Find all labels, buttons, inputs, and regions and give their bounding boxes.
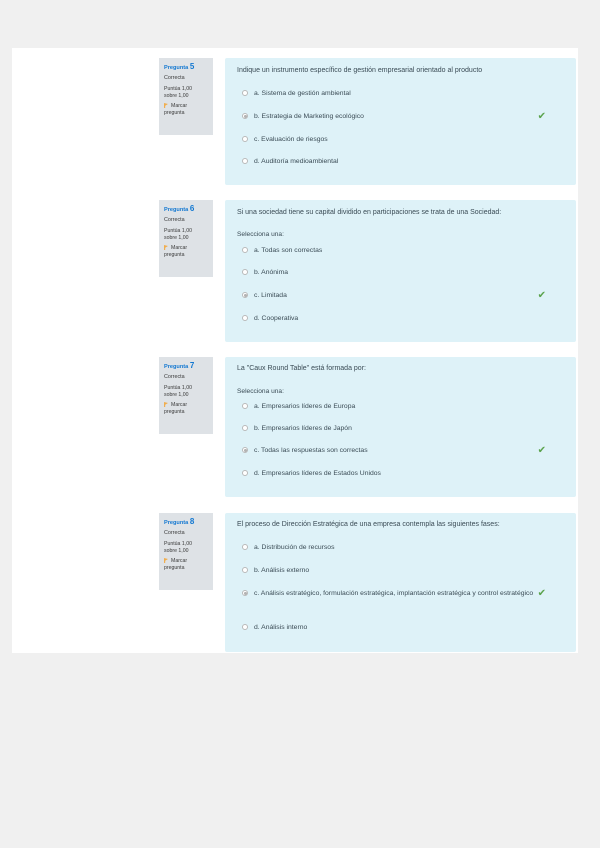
question-number: 5 bbox=[189, 62, 195, 71]
answer-text: d. Análisis interno bbox=[254, 624, 308, 631]
flag-label: Marcar pregunta bbox=[164, 558, 188, 571]
question-state: Correcta bbox=[164, 217, 185, 223]
question-content bbox=[225, 200, 576, 342]
grade-line-2: sobre 1,00 bbox=[164, 234, 189, 241]
flag-label: Marcar pregunta bbox=[164, 402, 188, 415]
question-label: Pregunta bbox=[164, 65, 189, 71]
question-info bbox=[159, 513, 213, 590]
correct-check-icon: ✔ bbox=[537, 290, 546, 301]
grade-line-1: Puntúa 1,00 bbox=[164, 228, 192, 234]
answer-text: d. Empresarios líderes de Estados Unidos bbox=[254, 470, 381, 477]
question-number: 8 bbox=[189, 517, 195, 526]
answer-text: d. Auditoría medioambiental bbox=[254, 158, 339, 165]
question-state: Correcta bbox=[164, 75, 185, 81]
grade-line-1: Puntúa 1,00 bbox=[164, 385, 192, 391]
radio-button[interactable] bbox=[242, 90, 248, 96]
flag-icon bbox=[164, 103, 168, 108]
answer-text: b. Estrategia de Marketing ecológico bbox=[254, 113, 364, 120]
question-grade bbox=[164, 86, 209, 99]
radio-button[interactable] bbox=[242, 247, 248, 253]
radio-button[interactable] bbox=[242, 470, 248, 476]
question-title bbox=[164, 63, 209, 72]
quiz-review-page bbox=[12, 48, 578, 653]
question-info bbox=[159, 357, 213, 434]
grade-line-2: sobre 1,00 bbox=[164, 92, 189, 99]
correct-check-icon: ✔ bbox=[537, 588, 546, 599]
radio-button[interactable] bbox=[242, 269, 248, 275]
answer-prompt: Selecciona una: bbox=[237, 231, 284, 238]
flag-label: Marcar pregunta bbox=[164, 103, 188, 116]
radio-button-selected[interactable] bbox=[242, 292, 248, 298]
flag-icon bbox=[164, 245, 168, 250]
question-grade bbox=[164, 541, 209, 554]
question-label: Pregunta bbox=[164, 520, 189, 526]
radio-button-selected[interactable] bbox=[242, 447, 248, 453]
flag-icon bbox=[164, 558, 168, 563]
grade-line-2: sobre 1,00 bbox=[164, 391, 189, 398]
answer-text: c. Evaluación de riesgos bbox=[254, 136, 328, 143]
radio-button-selected[interactable] bbox=[242, 590, 248, 596]
flag-label: Marcar pregunta bbox=[164, 245, 188, 258]
answer-text: a. Sistema de gestión ambiental bbox=[254, 90, 351, 97]
radio-button[interactable] bbox=[242, 544, 248, 550]
radio-button[interactable] bbox=[242, 136, 248, 142]
flag-icon bbox=[164, 402, 168, 407]
question-title bbox=[164, 518, 209, 527]
question-title bbox=[164, 362, 209, 371]
radio-button[interactable] bbox=[242, 425, 248, 431]
answer-text: a. Todas son correctas bbox=[254, 247, 323, 254]
radio-button[interactable] bbox=[242, 403, 248, 409]
answer-text: a. Empresarios líderes de Europa bbox=[254, 403, 356, 410]
radio-button-selected[interactable] bbox=[242, 113, 248, 119]
question-number: 7 bbox=[189, 361, 195, 370]
question-title bbox=[164, 205, 209, 214]
radio-button[interactable] bbox=[242, 567, 248, 573]
answer-text: d. Cooperativa bbox=[254, 315, 299, 322]
answer-text: b. Empresarios líderes de Japón bbox=[254, 425, 352, 432]
question-info bbox=[159, 58, 213, 135]
correct-check-icon: ✔ bbox=[537, 111, 546, 122]
radio-button[interactable] bbox=[242, 624, 248, 630]
flag-question-button[interactable] bbox=[164, 245, 209, 258]
grade-line-1: Puntúa 1,00 bbox=[164, 541, 192, 547]
flag-question-button[interactable] bbox=[164, 103, 209, 116]
flag-question-button[interactable] bbox=[164, 402, 209, 415]
question-state: Correcta bbox=[164, 530, 185, 536]
radio-button[interactable] bbox=[242, 315, 248, 321]
answer-text: c. Limitada bbox=[254, 292, 287, 299]
answer-text: c. Todas las respuestas son correctas bbox=[254, 447, 368, 454]
question-grade bbox=[164, 228, 209, 241]
question-info bbox=[159, 200, 213, 277]
answer-text: a. Distribución de recursos bbox=[254, 544, 335, 551]
question-label: Pregunta bbox=[164, 364, 189, 370]
question-text: El proceso de Dirección Estratégica de una empresa contempla las siguientes fases: bbox=[237, 521, 500, 528]
grade-line-2: sobre 1,00 bbox=[164, 547, 189, 554]
question-text: La "Caux Round Table" está formada por: bbox=[237, 365, 366, 372]
question-content bbox=[225, 513, 576, 652]
question-text: Indique un instrumento específico de gestión empresarial orientado al producto bbox=[237, 67, 483, 74]
question-content bbox=[225, 357, 576, 497]
radio-button[interactable] bbox=[242, 158, 248, 164]
answer-prompt: Selecciona una: bbox=[237, 388, 284, 395]
answer-text: b. Análisis externo bbox=[254, 567, 310, 574]
flag-question-button[interactable] bbox=[164, 558, 209, 571]
question-label: Pregunta bbox=[164, 207, 189, 213]
question-grade bbox=[164, 385, 209, 398]
question-state: Correcta bbox=[164, 374, 185, 380]
answer-text: c. Análisis estratégico, formulación estratégica, implantación estratégica y control estratégico bbox=[254, 590, 534, 597]
grade-line-1: Puntúa 1,00 bbox=[164, 86, 192, 92]
correct-check-icon: ✔ bbox=[537, 445, 546, 456]
question-content bbox=[225, 58, 576, 185]
question-number: 6 bbox=[189, 204, 195, 213]
answer-text: b. Anónima bbox=[254, 269, 289, 276]
question-text: Si una sociedad tiene su capital dividido en participaciones se trata de una Sociedad: bbox=[237, 209, 502, 216]
